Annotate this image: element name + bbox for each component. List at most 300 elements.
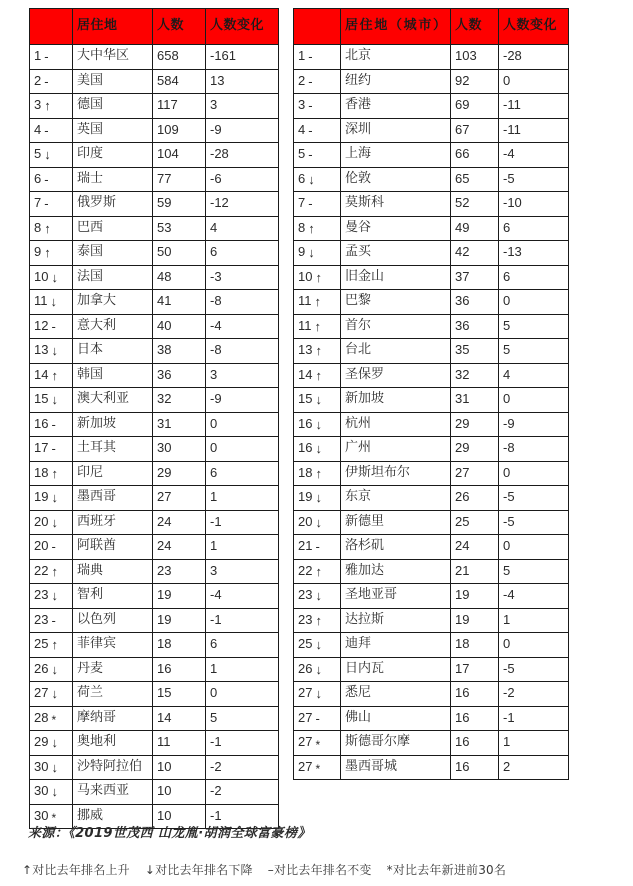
table-row [30, 633, 279, 658]
cell-change: -1 [206, 608, 279, 633]
table-row [294, 388, 569, 413]
cell-rank [294, 608, 341, 633]
trend-flat-icon: - [44, 171, 49, 187]
legend-flat: –对比去年排名不变 [267, 863, 372, 877]
cell-rank [30, 706, 73, 731]
cell-count: 77 [153, 167, 206, 192]
trend-down-icon: ↓ [315, 490, 322, 506]
cities-table-header [294, 9, 569, 45]
cell-rank [30, 657, 73, 682]
cell-residence: 曼谷 [341, 216, 451, 241]
rank-cell [34, 245, 68, 260]
rank-cell [298, 441, 336, 456]
cell-rank [30, 339, 73, 364]
cell-change: -11 [499, 94, 569, 119]
cell-rank [30, 535, 73, 560]
table-row [30, 45, 279, 70]
rank-number: 4 [298, 121, 306, 137]
cell-rank [294, 167, 341, 192]
cell-count: 584 [153, 69, 206, 94]
cell-change: -28 [499, 45, 569, 70]
table-row [294, 682, 569, 707]
table-row [30, 608, 279, 633]
cell-count: 18 [153, 633, 206, 658]
cell-rank [294, 584, 341, 609]
cell-rank [30, 363, 73, 388]
rank-number: 3 [34, 97, 42, 113]
trend-flat-icon: - [308, 49, 313, 65]
rank-number: 3 [298, 97, 306, 113]
cell-change: 1 [499, 608, 569, 633]
cell-rank [294, 192, 341, 217]
cities-table-body [294, 45, 569, 780]
rank-number: 7 [298, 195, 306, 211]
legend-down: ↓对比去年排名下降 [144, 863, 253, 877]
cell-count: 27 [451, 461, 499, 486]
rank-cell [34, 662, 68, 677]
cell-residence: 沙特阿拉伯 [73, 755, 153, 780]
trend-flat-icon: - [308, 122, 313, 138]
cell-residence: 大中华区 [73, 45, 153, 70]
cell-change: 1 [499, 731, 569, 756]
column-header-rank [30, 9, 73, 45]
trend-up-icon: ↑ [308, 220, 315, 236]
cell-residence: 加拿大 [73, 290, 153, 315]
rank-number: 22 [34, 562, 49, 578]
cell-residence: 印尼 [73, 461, 153, 486]
rank-number: 17 [34, 440, 49, 456]
rank-number: 6 [298, 170, 306, 186]
cell-rank [30, 94, 73, 119]
cell-count: 24 [153, 510, 206, 535]
rank-cell [34, 221, 68, 236]
rank-number: 18 [298, 464, 313, 480]
trend-down-icon: ↓ [51, 269, 58, 285]
rank-cell [34, 466, 68, 481]
cell-rank [294, 241, 341, 266]
countries-rank-table [29, 8, 279, 829]
cell-count: 31 [451, 388, 499, 413]
column-header-change: 人数变化 [499, 9, 569, 45]
cell-count: 49 [451, 216, 499, 241]
rank-number: 30 [34, 783, 49, 799]
cell-count: 17 [451, 657, 499, 682]
cell-residence: 深圳 [341, 118, 451, 143]
rank-number: 13 [298, 342, 313, 358]
rank-cell [34, 564, 68, 579]
cell-count: 66 [451, 143, 499, 168]
column-header-count: 人数 [153, 9, 206, 45]
table-row [30, 363, 279, 388]
cell-count: 65 [451, 167, 499, 192]
table-row [30, 755, 279, 780]
rank-number: 6 [34, 170, 42, 186]
rank-cell [34, 760, 68, 775]
cell-residence: 德国 [73, 94, 153, 119]
cell-residence: 迪拜 [341, 633, 451, 658]
table-row [30, 682, 279, 707]
cell-count: 32 [451, 363, 499, 388]
cell-count: 36 [153, 363, 206, 388]
table-row [294, 363, 569, 388]
rank-number: 22 [298, 562, 313, 578]
countries-table-body [30, 45, 279, 829]
cell-change: -5 [499, 486, 569, 511]
table-row [30, 339, 279, 364]
rank-number: 13 [34, 342, 49, 358]
trend-new-icon: * [51, 811, 57, 826]
cell-count: 16 [153, 657, 206, 682]
cell-residence: 墨西哥 [73, 486, 153, 511]
trend-down-icon: ↓ [51, 759, 58, 775]
cell-residence: 泰国 [73, 241, 153, 266]
cell-count: 36 [451, 314, 499, 339]
trend-down-icon: ↓ [51, 784, 58, 800]
cell-residence: 伊斯坦布尔 [341, 461, 451, 486]
trend-new-icon: * [315, 737, 321, 752]
cell-rank [294, 216, 341, 241]
table-row [294, 339, 569, 364]
table-row [294, 241, 569, 266]
trend-flat-icon: - [315, 710, 320, 726]
cell-change: 5 [499, 339, 569, 364]
column-header-change: 人数变化 [206, 9, 279, 45]
cell-count: 42 [451, 241, 499, 266]
table-row [30, 290, 279, 315]
cell-residence: 日内瓦 [341, 657, 451, 682]
cell-count: 16 [451, 731, 499, 756]
cell-rank [30, 412, 73, 437]
trend-flat-icon: - [44, 196, 49, 212]
rank-cell [34, 515, 68, 530]
cell-rank [294, 412, 341, 437]
cell-change: 5 [499, 314, 569, 339]
cell-rank [30, 559, 73, 584]
trend-up-icon: ↑ [315, 612, 322, 628]
cell-count: 16 [451, 682, 499, 707]
cell-change: 1 [206, 657, 279, 682]
table-row [30, 510, 279, 535]
cell-residence: 纽约 [341, 69, 451, 94]
cell-change: -10 [499, 192, 569, 217]
cell-rank [294, 290, 341, 315]
trend-flat-icon: - [51, 416, 56, 432]
cell-rank [294, 69, 341, 94]
rank-cell [298, 490, 336, 505]
cell-rank [30, 216, 73, 241]
cell-count: 10 [153, 755, 206, 780]
trend-down-icon: ↓ [308, 245, 315, 261]
column-header-count: 人数 [451, 9, 499, 45]
rank-cell [298, 245, 336, 260]
rank-cell [298, 539, 336, 554]
trend-down-icon: ↓ [315, 416, 322, 432]
legend-up: ↑对比去年排名上升 [22, 863, 130, 877]
rank-cell [298, 417, 336, 432]
table-row [30, 94, 279, 119]
cell-rank [30, 780, 73, 805]
cell-count: 32 [153, 388, 206, 413]
rank-number: 20 [298, 513, 313, 529]
rank-cell [298, 196, 336, 211]
cell-residence: 俄罗斯 [73, 192, 153, 217]
trend-down-icon: ↓ [315, 392, 322, 408]
cell-count: 19 [451, 584, 499, 609]
table-row [30, 216, 279, 241]
rank-number: 25 [34, 636, 49, 652]
table-row [30, 412, 279, 437]
cell-change: 6 [499, 216, 569, 241]
column-header-residence-city: 居住地（城市） [341, 9, 451, 45]
cell-change: 3 [206, 94, 279, 119]
trend-down-icon: ↓ [51, 514, 58, 530]
table-row [30, 69, 279, 94]
cell-change: -9 [206, 388, 279, 413]
source-note: 来源：《2019世茂西 山龙胤·胡润全球富豪榜》 [28, 826, 311, 841]
rank-cell [34, 196, 68, 211]
cell-residence: 新德里 [341, 510, 451, 535]
rank-number: 12 [34, 317, 49, 333]
rank-cell [298, 98, 336, 113]
table-row [30, 388, 279, 413]
cell-change: 0 [499, 633, 569, 658]
rank-cell [298, 270, 336, 285]
column-header-residence: 居住地 [73, 9, 153, 45]
rank-number: 23 [298, 587, 313, 603]
table-row [294, 461, 569, 486]
cell-change: -6 [206, 167, 279, 192]
cell-rank [294, 143, 341, 168]
cell-residence: 巴黎 [341, 290, 451, 315]
trend-flat-icon: - [44, 49, 49, 65]
cell-residence: 墨西哥城 [341, 755, 451, 780]
rank-cell [34, 392, 68, 407]
cell-residence: 挪威 [73, 804, 153, 829]
cell-count: 26 [451, 486, 499, 511]
trend-up-icon: ↑ [315, 269, 322, 285]
cell-change: -5 [499, 510, 569, 535]
cell-change: -3 [206, 265, 279, 290]
cell-count: 41 [153, 290, 206, 315]
rank-cell [298, 49, 336, 64]
rank-cell [34, 686, 68, 701]
cell-change: -4 [206, 314, 279, 339]
cell-residence: 意大利 [73, 314, 153, 339]
cell-count: 38 [153, 339, 206, 364]
rank-cell [298, 368, 336, 383]
rank-number: 25 [298, 636, 313, 652]
rank-cell [34, 172, 68, 187]
rank-cell [298, 294, 336, 309]
cell-count: 19 [153, 608, 206, 633]
trend-up-icon: ↑ [314, 318, 321, 334]
rank-cell [34, 637, 68, 652]
cell-change: 6 [206, 241, 279, 266]
rank-number: 27 [34, 685, 49, 701]
cell-rank [30, 241, 73, 266]
cell-rank [294, 731, 341, 756]
cell-count: 658 [153, 45, 206, 70]
rank-number: 5 [298, 146, 306, 162]
rank-number: 30 [34, 758, 49, 774]
cell-change: 5 [206, 706, 279, 731]
rank-number: 2 [34, 72, 42, 88]
trend-flat-icon: - [308, 147, 313, 163]
table-row [30, 559, 279, 584]
rank-cell [298, 392, 336, 407]
cell-rank [294, 510, 341, 535]
cell-count: 37 [451, 265, 499, 290]
cell-residence: 佛山 [341, 706, 451, 731]
cell-change: -1 [499, 706, 569, 731]
cell-residence: 达拉斯 [341, 608, 451, 633]
trend-down-icon: ↓ [51, 490, 58, 506]
cell-count: 35 [451, 339, 499, 364]
cell-residence: 莫斯科 [341, 192, 451, 217]
rank-number: 5 [34, 146, 42, 162]
cell-change: -1 [206, 804, 279, 829]
cell-count: 19 [451, 608, 499, 633]
table-row [294, 486, 569, 511]
cell-change: 0 [499, 290, 569, 315]
cell-count: 67 [451, 118, 499, 143]
rank-cell [34, 270, 68, 285]
cell-residence: 菲律宾 [73, 633, 153, 658]
cell-count: 104 [153, 143, 206, 168]
table-row [30, 314, 279, 339]
cell-residence: 摩纳哥 [73, 706, 153, 731]
table-row [294, 143, 569, 168]
cell-rank [294, 314, 341, 339]
trend-up-icon: ↑ [44, 245, 51, 261]
rank-cell [298, 221, 336, 236]
cell-change: 0 [206, 437, 279, 462]
cell-count: 11 [153, 731, 206, 756]
cell-rank [294, 461, 341, 486]
table-row [294, 167, 569, 192]
cell-count: 25 [451, 510, 499, 535]
rank-number: 19 [34, 489, 49, 505]
rank-cell [298, 613, 336, 628]
cell-change: -2 [499, 682, 569, 707]
countries-table-container [29, 8, 278, 829]
cell-rank [30, 486, 73, 511]
rank-cell [34, 368, 68, 383]
trend-flat-icon: - [315, 539, 320, 555]
cell-change: -8 [206, 290, 279, 315]
rank-number: 23 [34, 611, 49, 627]
table-row [30, 192, 279, 217]
cell-residence: 斯德哥尔摩 [341, 731, 451, 756]
rank-number: 9 [34, 244, 42, 260]
cell-residence: 印度 [73, 143, 153, 168]
cell-change: 3 [206, 363, 279, 388]
cell-residence: 新加坡 [73, 412, 153, 437]
table-row [294, 535, 569, 560]
cell-residence: 伦敦 [341, 167, 451, 192]
rank-number: 10 [34, 268, 49, 284]
rank-cell [34, 343, 68, 358]
trend-down-icon: ↓ [308, 171, 315, 187]
trend-flat-icon: - [44, 73, 49, 89]
cell-count: 29 [153, 461, 206, 486]
cell-rank [30, 314, 73, 339]
trend-new-icon: * [51, 713, 57, 728]
cell-count: 92 [451, 69, 499, 94]
rank-cell [298, 637, 336, 652]
cell-rank [30, 633, 73, 658]
legend-new: *对比去年新进前30名 [386, 863, 507, 877]
table-row [294, 314, 569, 339]
rank-number: 11 [34, 293, 48, 309]
table-row [30, 706, 279, 731]
rank-cell [298, 343, 336, 358]
table-row [294, 290, 569, 315]
table-row [30, 657, 279, 682]
cell-rank [294, 633, 341, 658]
rank-number: 20 [34, 513, 49, 529]
cell-change: -12 [206, 192, 279, 217]
rank-cell [298, 686, 336, 701]
table-header-row [30, 9, 279, 45]
cell-rank [30, 167, 73, 192]
cell-rank [30, 290, 73, 315]
trend-up-icon: ↑ [51, 637, 58, 653]
table-row [294, 412, 569, 437]
trend-flat-icon: - [51, 318, 56, 334]
cell-residence: 圣地亚哥 [341, 584, 451, 609]
cell-residence: 智利 [73, 584, 153, 609]
cell-change: -13 [499, 241, 569, 266]
trend-down-icon: ↓ [315, 686, 322, 702]
cell-rank [30, 682, 73, 707]
table-row [294, 731, 569, 756]
trend-down-icon: ↓ [51, 735, 58, 751]
cell-change: -9 [206, 118, 279, 143]
rank-number: 14 [298, 366, 313, 382]
cell-count: 109 [153, 118, 206, 143]
table-row [30, 437, 279, 462]
rank-cell [34, 294, 68, 309]
cell-count: 19 [153, 584, 206, 609]
cell-residence: 首尔 [341, 314, 451, 339]
rank-number: 28 [34, 709, 49, 725]
cell-rank [30, 265, 73, 290]
table-row [30, 167, 279, 192]
cell-rank [294, 265, 341, 290]
table-row [294, 118, 569, 143]
rank-cell [34, 441, 68, 456]
table-row [294, 216, 569, 241]
cell-residence: 台北 [341, 339, 451, 364]
table-row [30, 584, 279, 609]
table-row [294, 437, 569, 462]
cell-change: 4 [499, 363, 569, 388]
trend-flat-icon: - [308, 196, 313, 212]
cell-rank [30, 461, 73, 486]
cell-count: 103 [451, 45, 499, 70]
rank-number: 8 [34, 219, 42, 235]
trend-down-icon: ↓ [51, 588, 58, 604]
rank-number: 23 [34, 587, 49, 603]
cell-count: 24 [451, 535, 499, 560]
trend-down-icon: ↓ [51, 686, 58, 702]
trend-down-icon: ↓ [315, 661, 322, 677]
table-header-row [294, 9, 569, 45]
legend [22, 861, 506, 878]
table-row [294, 633, 569, 658]
rank-number: 26 [298, 660, 313, 676]
